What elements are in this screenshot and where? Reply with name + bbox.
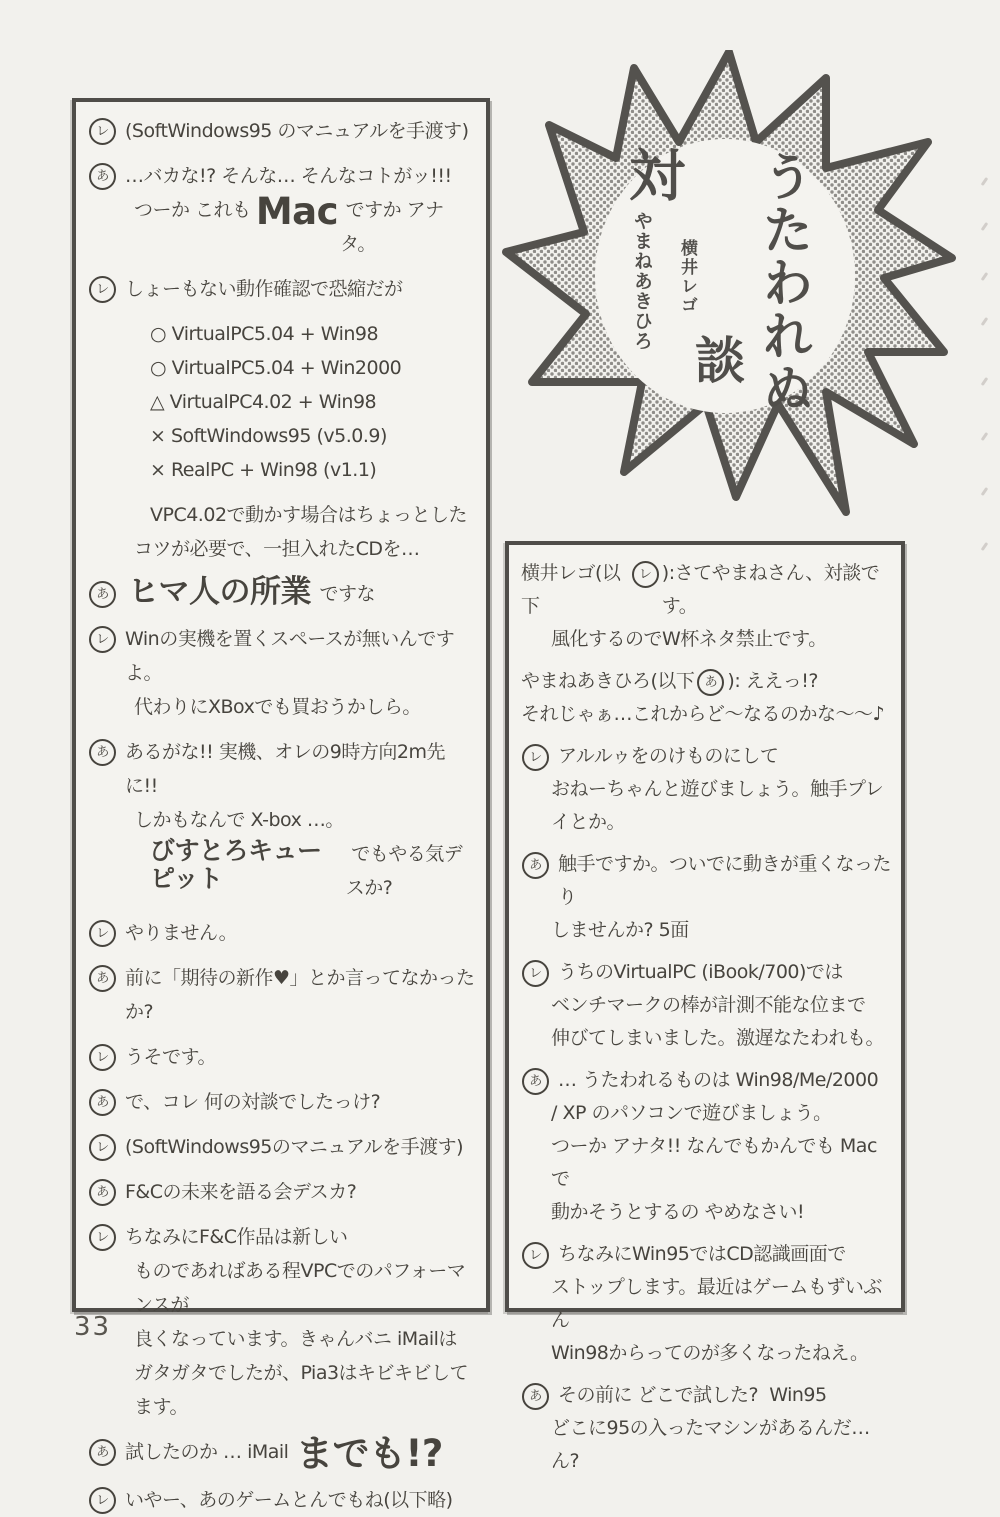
right-dialogue-panel bbox=[505, 541, 905, 1472]
text-segment: コツが必要で、一担入れたCDを… bbox=[134, 538, 420, 560]
dialogue-block bbox=[88, 574, 476, 611]
dialogue-line bbox=[88, 498, 476, 532]
dialogue-line bbox=[88, 1220, 476, 1254]
speaker-mark-lego: レ bbox=[89, 626, 116, 653]
text-segment: … うたわれるものは Win98/Me/2000 bbox=[558, 1069, 879, 1091]
text-segment: 代わりにXBoxでも買おうかしら。 bbox=[134, 696, 421, 718]
starburst-shape bbox=[494, 50, 960, 536]
dialogue-line bbox=[88, 1432, 476, 1475]
speaker-mark-yamane: あ bbox=[522, 1383, 549, 1410]
dialogue-block bbox=[88, 1085, 476, 1119]
burst-title-sub-bottom: 談 bbox=[687, 334, 745, 384]
text-segment: 伸びてしまいました。激遅なたわれも。 bbox=[551, 1027, 885, 1049]
dialogue-block bbox=[521, 956, 893, 1055]
text-segment: (SoftWindows95 のマニュアルを手渡す) bbox=[125, 120, 469, 142]
text-segment: どこに95の入ったマシンがあるんだ…ん? bbox=[551, 1417, 870, 1472]
dialogue-line bbox=[88, 272, 476, 306]
dialogue-line bbox=[521, 623, 893, 656]
burst-title-sub-top: 対 bbox=[620, 146, 685, 202]
dialogue-line bbox=[88, 690, 476, 724]
text-segment: いやー、あのゲームとんでもね(以下略) bbox=[125, 1489, 453, 1511]
dialogue-line bbox=[88, 453, 476, 487]
speaker-mark-lego: レ bbox=[522, 744, 549, 771]
text-segment: つーか アナタ!! なんでもかんでも Macで bbox=[551, 1135, 877, 1190]
dialogue-line bbox=[521, 1238, 893, 1271]
text-segment: ○ VirtualPC5.04 + Win2000 bbox=[150, 357, 402, 379]
speaker-mark-yamane: あ bbox=[89, 965, 116, 992]
dialogue-block bbox=[88, 317, 476, 487]
text-segment: ちなみにWin95ではCD認識画面で bbox=[558, 1243, 846, 1265]
title-starburst bbox=[494, 50, 960, 536]
text-segment: ヒマ人の所業 bbox=[128, 574, 311, 610]
text-segment: やりません。 bbox=[125, 922, 238, 944]
dialogue-line bbox=[521, 740, 893, 773]
text-segment: ):さてやまねさん、対談です。 bbox=[661, 562, 880, 617]
burst-title-main: うたわれぬ bbox=[753, 150, 812, 415]
dialogue-line bbox=[88, 317, 476, 351]
dialogue-line bbox=[88, 1040, 476, 1074]
dialogue-block bbox=[521, 848, 893, 947]
dialogue-block bbox=[88, 159, 476, 261]
dialogue-block bbox=[521, 1064, 893, 1229]
text-segment: △ VirtualPC4.02 + Win98 bbox=[150, 391, 377, 413]
dialogue-line bbox=[88, 961, 476, 1029]
dialogue-line bbox=[88, 803, 476, 837]
speaker-mark-lego: レ bbox=[89, 1134, 116, 1161]
text-segment: (SoftWindows95のマニュアルを手渡す) bbox=[125, 1136, 464, 1158]
text-segment: やまねあきひろ(以下 bbox=[521, 670, 695, 692]
text-segment: おねーちゃんと遊びましょう。触手プレイとか。 bbox=[551, 778, 884, 833]
speaker-mark-yamane: あ bbox=[697, 669, 724, 696]
text-segment: Mac bbox=[255, 190, 339, 233]
dialogue-line bbox=[521, 848, 893, 914]
speaker-mark-yamane: あ bbox=[522, 852, 549, 879]
text-segment: あるがな!! 実機、オレの9時方向2m先に!! bbox=[125, 741, 445, 797]
text-segment: で、コレ 何の対談でしたっけ? bbox=[125, 1091, 381, 1113]
text-segment: × RealPC + Win98 (v1.1) bbox=[150, 459, 377, 481]
speaker-mark-lego: レ bbox=[89, 1044, 116, 1071]
text-segment: ものであればある程VPCでのパフォーマンスが bbox=[134, 1260, 466, 1316]
text-segment: …バカな!? そんな… そんなコトがッ!!! bbox=[125, 165, 452, 187]
speaker-mark-yamane: あ bbox=[522, 1068, 549, 1095]
dialogue-line bbox=[88, 1254, 476, 1322]
dialogue-line bbox=[521, 989, 893, 1022]
dialogue-block bbox=[88, 735, 476, 905]
text-segment: 試したのか … iMail bbox=[125, 1441, 294, 1463]
dialogue-line bbox=[521, 1196, 893, 1229]
dialogue-line bbox=[88, 574, 476, 611]
speaker-mark-yamane: あ bbox=[89, 163, 116, 190]
dialogue-block bbox=[88, 498, 476, 566]
speaker-mark-lego: レ bbox=[632, 561, 659, 588]
text-segment: ): ええっ!? bbox=[727, 670, 818, 692]
dialogue-line bbox=[521, 557, 893, 623]
speaker-mark-lego: レ bbox=[89, 1487, 116, 1514]
text-segment: ○ VirtualPC5.04 + Win98 bbox=[150, 323, 379, 345]
dialogue-line bbox=[521, 1412, 893, 1478]
text-segment: VPC4.02で動かす場合はちょっとした bbox=[150, 504, 468, 526]
dialogue-line bbox=[88, 837, 476, 905]
dialogue-line bbox=[88, 1085, 476, 1119]
text-segment: ストップします。最近はゲームもずいぶん bbox=[551, 1276, 882, 1331]
speaker-mark-yamane: あ bbox=[89, 739, 116, 766]
dialogue-line bbox=[521, 956, 893, 989]
dialogue-block bbox=[88, 1175, 476, 1209]
text-segment: × SoftWindows95 (v5.0.9) bbox=[150, 425, 387, 447]
dialogue-block bbox=[88, 622, 476, 724]
speaker-mark-yamane: あ bbox=[89, 1439, 116, 1466]
dialogue-line bbox=[88, 385, 476, 419]
dialogue-line bbox=[521, 698, 893, 731]
dialogue-line bbox=[88, 1356, 476, 1424]
dialogue-block bbox=[88, 272, 476, 306]
text-segment: ガタガタでしたが、Pia3はキビキビしてます。 bbox=[134, 1362, 469, 1418]
speaker-mark-yamane: あ bbox=[89, 1179, 116, 1206]
text-segment: Win98からってのが多くなったねえ。 bbox=[551, 1342, 869, 1364]
burst-name-yamane: やまねあきひろ bbox=[631, 211, 653, 351]
text-segment: アルルゥをのけものにして bbox=[558, 745, 779, 767]
speaker-mark-lego: レ bbox=[522, 1242, 549, 1269]
dialogue-block bbox=[88, 1130, 476, 1164]
dialogue-line bbox=[88, 1130, 476, 1164]
dialogue-block bbox=[88, 114, 476, 148]
dialogue-line bbox=[88, 532, 476, 566]
text-segment: しょーもない動作確認で恐縮だが bbox=[125, 278, 403, 300]
text-segment: つーか これも bbox=[134, 199, 257, 221]
text-segment: 良くなっています。きゃんバニ iMailは bbox=[134, 1328, 457, 1350]
dialogue-line bbox=[521, 665, 893, 698]
edge-bleed-marks bbox=[980, 170, 994, 590]
dialogue-line bbox=[521, 1337, 893, 1370]
dialogue-line bbox=[88, 159, 476, 193]
dialogue-block bbox=[88, 916, 476, 950]
dialogue-block bbox=[521, 557, 893, 656]
dialogue-line bbox=[521, 914, 893, 947]
dialogue-line bbox=[521, 1130, 893, 1196]
dialogue-line bbox=[521, 1064, 893, 1097]
dialogue-line bbox=[521, 1022, 893, 1055]
dialogue-line bbox=[88, 1175, 476, 1209]
dialogue-line bbox=[88, 1483, 476, 1517]
speaker-mark-lego: レ bbox=[89, 1224, 116, 1251]
text-segment: うそです。 bbox=[125, 1046, 216, 1068]
speaker-mark-lego: レ bbox=[522, 960, 549, 987]
text-segment: 前に「期待の新作♥」とか言ってなかったか? bbox=[125, 967, 475, 1023]
text-segment: しませんか? 5面 bbox=[551, 919, 689, 941]
text-segment: ですか アナタ。 bbox=[340, 199, 444, 255]
dialogue-line bbox=[88, 916, 476, 950]
text-segment: F&Cの未来を語る会デスカ? bbox=[125, 1181, 357, 1203]
speaker-mark-lego: レ bbox=[89, 276, 116, 303]
text-segment: Winの実機を置くスペースが無いんですよ。 bbox=[125, 628, 455, 684]
text-segment: ベンチマークの棒が計測不能な位まで bbox=[551, 994, 866, 1016]
page-number: 33 bbox=[74, 1312, 112, 1342]
dialogue-block bbox=[521, 740, 893, 839]
dialogue-block bbox=[88, 1432, 476, 1475]
text-segment: 横井レゴ(以下 bbox=[521, 562, 621, 617]
dialogue-block bbox=[88, 961, 476, 1029]
text-segment: / XP のパソコンで遊びましょう。 bbox=[551, 1102, 832, 1124]
text-segment: 風化するのでW杯ネタ禁止です。 bbox=[551, 628, 827, 650]
dialogue-block bbox=[88, 1220, 476, 1424]
speaker-mark-yamane: あ bbox=[89, 1089, 116, 1116]
dialogue-block bbox=[88, 1040, 476, 1074]
text-segment: しかもなんで X-box …。 bbox=[134, 809, 344, 831]
text-segment: までも!? bbox=[296, 1432, 443, 1475]
dialogue-line bbox=[521, 1271, 893, 1337]
dialogue-line bbox=[521, 1379, 893, 1412]
dialogue-block bbox=[521, 1238, 893, 1370]
dialogue-line bbox=[88, 735, 476, 803]
dialogue-line bbox=[88, 419, 476, 453]
dialogue-line bbox=[88, 1322, 476, 1356]
dialogue-line bbox=[88, 190, 476, 261]
text-segment: その前に どこで試した? Win95 bbox=[558, 1384, 827, 1406]
text-segment: でもやる気デスか? bbox=[345, 843, 463, 899]
dialogue-line bbox=[521, 1097, 893, 1130]
dialogue-line bbox=[521, 773, 893, 839]
text-segment: ちなみにF&C作品は新しい bbox=[125, 1226, 348, 1248]
text-segment: それじゃぁ…これからど〜なるのかな〜〜♪ bbox=[521, 703, 885, 725]
dialogue-block bbox=[521, 1379, 893, 1478]
text-segment: うちのVirtualPC (iBook/700)では bbox=[558, 961, 843, 983]
dialogue-block bbox=[88, 1483, 476, 1517]
speaker-mark-lego: レ bbox=[89, 920, 116, 947]
text-segment: 触手ですか。ついでに動きが重くなったり bbox=[558, 853, 892, 908]
text-segment: 動かそうとするの やめなさい! bbox=[551, 1201, 805, 1223]
speaker-mark-yamane: あ bbox=[89, 581, 116, 608]
speaker-mark-lego: レ bbox=[89, 118, 116, 145]
dialogue-block bbox=[521, 665, 893, 731]
dialogue-line bbox=[88, 351, 476, 385]
dialogue-line bbox=[88, 114, 476, 148]
text-segment: びすとろキューピット bbox=[150, 836, 322, 893]
text-segment: ですな bbox=[314, 583, 376, 605]
burst-name-lego: 横井レゴ bbox=[677, 239, 697, 315]
dialogue-line bbox=[88, 622, 476, 690]
